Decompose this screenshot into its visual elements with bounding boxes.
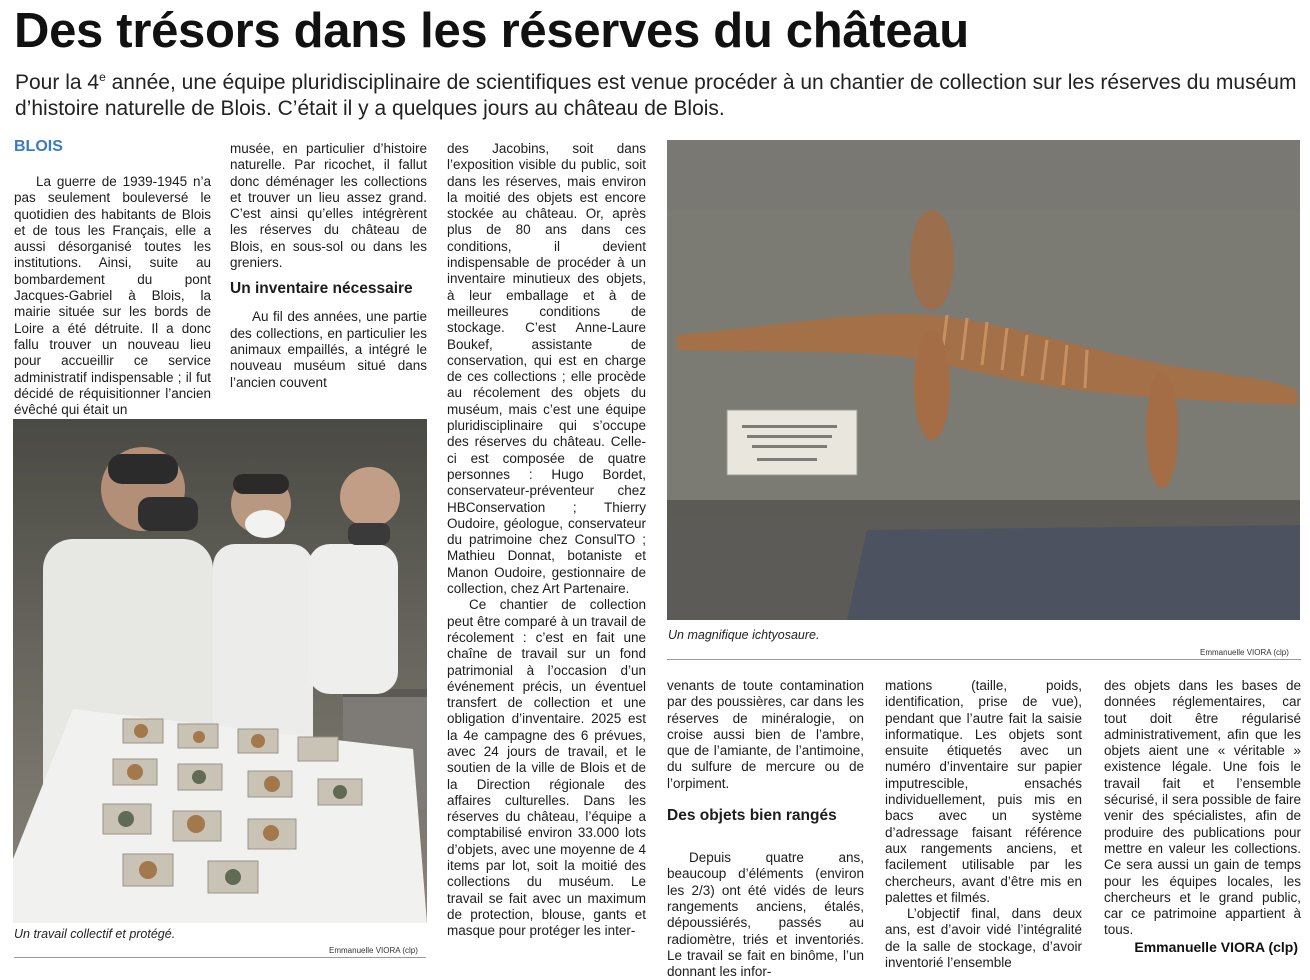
column-5 xyxy=(885,678,1082,971)
paragraph: Ce chantier de collection peut être comparé à un travail de récolement : c’est en fait une chaîne de travail sur un fond patrimonial à l’occasion d’un événement précis, un éventuel transfert de collection et une obligation d’inventaire. 2025 est la 4e campagne des 6 prévues, avec 24 jours de travail, et le soutien de la ville de Blois et de la Direction régionale des affaires culturelles. Dans les réserves du château, l’équipe a comptabilisé environ 33.000 lots d’objets, avec une moyenne de 4 items par lot, soit la moitié des collections du muséum. Le travail se fait avec un maximum de protection, blouse, gants et masque pour protéger les inter- xyxy=(447,597,646,939)
column-1 xyxy=(14,174,211,418)
credit-team: Emmanuelle VIORA (clp) xyxy=(329,946,418,955)
caption-rule xyxy=(667,659,1301,660)
paragraph: des Jacobins, soit dans l’exposition visible du public, soit dans les réserves, mais environ la moitié des objets est encore stockée au château. Or, après plus de 80 ans dans ces conditions, il devient indispensable de procéder à un inventaire minutieux des objets, à leur emballage et à de meilleures conditions de stockage. C’est Anne-Laure Boukef, assistante de conservation, qui est en charge de ces collections ; elle procède au récolement des objets du muséum, mais c’est une équipe pluridisciplinaire qui s’occupe des réserves du château. Celle-ci est composée de quatre personnes : Hugo Bordet, conservateur-préventeur chez HBConservation ; Thierry Oudoire, géologue, conservateur du patrimoine chez ConsulTO ; Mathieu Donnat, botaniste et Manon Oudoire, gestionnaire de collection, chez Art Partenaire. xyxy=(447,141,646,597)
lede-start: Pour la 4 xyxy=(15,71,100,94)
paragraph: musée, en particulier d’histoire naturelle. Par ricochet, il fallut donc déménager les collections et trouver un lieu assez grand. C’est ainsi qu’elles intégrèrent les réserves du château de Blois, en sous-sol ou dans les greniers. xyxy=(230,141,427,271)
paragraph: venants de toute contamination par des poussières, car dans les réserves de minéralogie, on croise aussi bien de l’ambre, que de l’amiante, de l’antimoine, du sulfure de mercure ou de l’orpiment. xyxy=(667,678,864,791)
caption-ichthyosaur: Un magnifique ichtyosaure. xyxy=(668,628,820,642)
paragraph: L’objectif final, dans deux ans, est d’avoir vidé l’intégralité de la salle de stockage, d’avoir inventorié l’ensemble xyxy=(885,906,1082,971)
subheading-objets: Des objets bien rangés xyxy=(667,807,837,825)
photo-team xyxy=(13,419,427,923)
lede-rest: année, une équipe pluridisciplinaire de scientifiques est venue procéder à un chantier de collection sur les réserves du muséum d’histoire naturelle de Blois. C’était il y a quelques jours au château de Blois. xyxy=(15,71,1297,120)
paragraph: mations (taille, poids, identification, prise de vue), pendant que l’autre fait la saisie informatique. Les objets sont ensuite étiquetés avec un numéro d’inventaire sur papier imputrescible, ensachés individuellement, puis mis en bacs avec un système d’adressage faisant référence aux rangements anciens, et facilement utilisable par les chercheurs, avant d’être mis en palettes et filmés. xyxy=(885,678,1082,905)
paragraph: Au fil des années, une partie des collections, en particulier les animaux empaillés, a intégré le nouveau muséum situé dans l’ancien couvent xyxy=(230,309,427,390)
column-4 xyxy=(667,678,864,980)
lede-sup: e xyxy=(99,70,106,84)
credit-ichthyosaur: Emmanuelle VIORA (clp) xyxy=(1200,648,1289,657)
paragraph: La guerre de 1939-1945 n’a pas seulement bouleversé le quotidien des habitants de Blois et de tous les Français, elle a aussi désorganisé toutes les institutions. Ainsi, suite au bombardement du pont Jacques-Gabriel à Blois, la mairie située sur les bords de Loire a été détruite. Il a donc fallu trouver un nouveau lieu pour accueillir ce service administratif indispensable ; il fut décidé de réquisitionner l’ancien évêché qui était un xyxy=(14,174,211,418)
caption-rule xyxy=(14,957,426,958)
column-3 xyxy=(447,141,646,940)
caption-team: Un travail collectif et protégé. xyxy=(14,927,176,941)
paragraph: Depuis quatre ans, beaucoup d’éléments (environ les 2/3) ont été vidés de leurs rangements anciens, étalés, dépoussiérés, passés au radiomètre, triés et inventoriés. Le travail se fait en binôme, l’un donnant les infor- xyxy=(667,850,864,980)
author-signature: Emmanuelle VIORA (clp) xyxy=(1134,939,1298,955)
subheading-inventaire: Un inventaire nécessaire xyxy=(230,280,413,298)
lede xyxy=(15,64,1305,122)
photo-team-illustration xyxy=(13,419,427,923)
headline: Des trésors dans les réserves du château xyxy=(14,4,969,58)
column-2 xyxy=(230,141,427,391)
photo-ichthyosaur-illustration xyxy=(667,140,1300,620)
photo-ichthyosaur xyxy=(667,140,1300,620)
kicker: BLOIS xyxy=(14,138,63,155)
column-6 xyxy=(1104,678,1301,939)
paragraph: des objets dans les bases de données réglementaires, car tout doit être régularisé administrativement, afin que les objets aient une « véritable » existence légale. Une fois le travail fait et l’ensemble sécurisé, il sera possible de faire venir des spécialistes, afin de produire des publications pour mettre en valeur les collections. Ce sera aussi un gain de temps pour les équipes locales, les chercheurs et le grand public, car ce patrimoine appartient à tous. xyxy=(1104,678,1301,938)
